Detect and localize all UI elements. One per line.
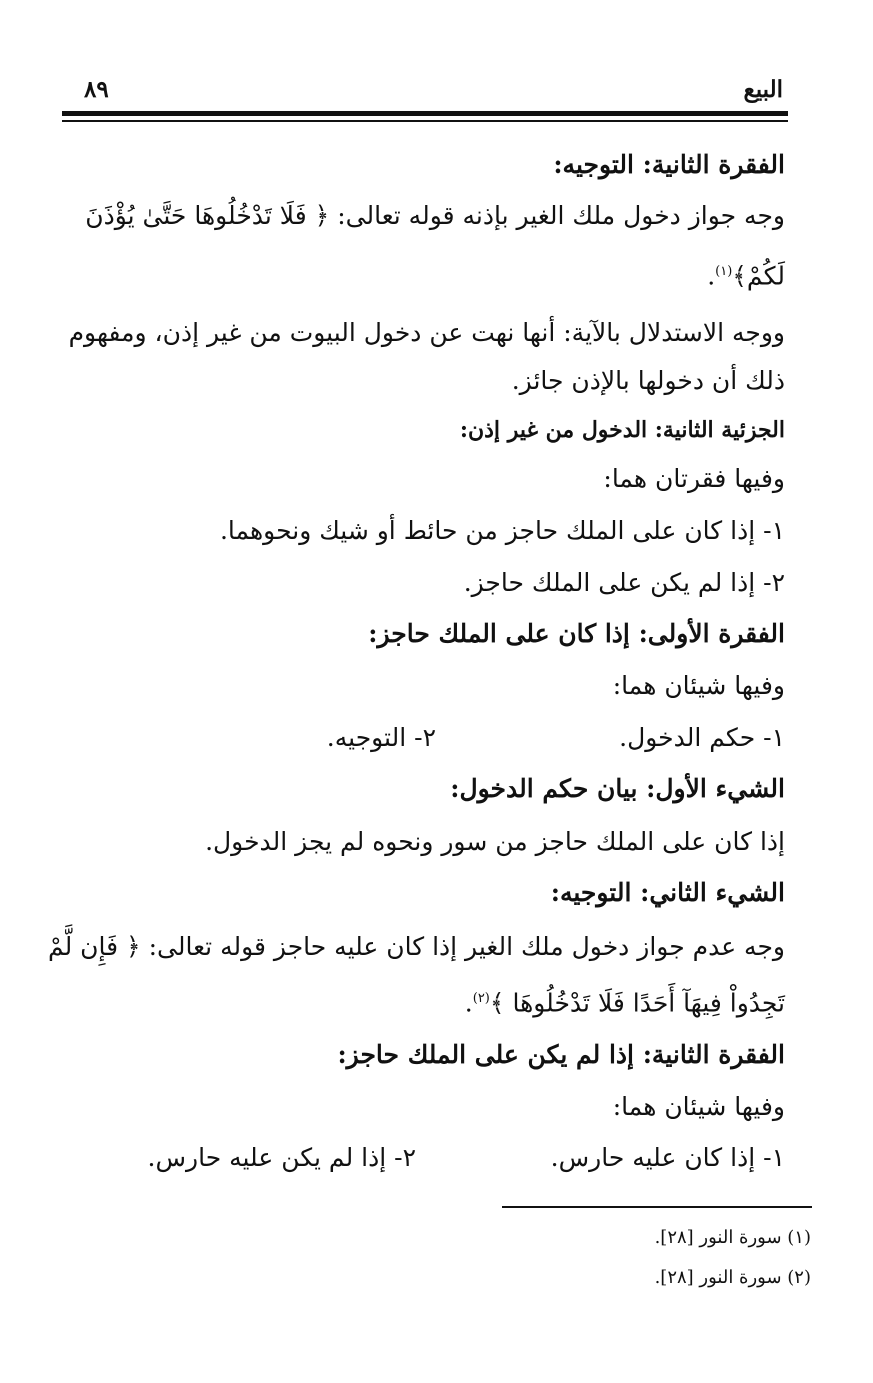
text-line: وفيها شيئان هما: (612, 671, 785, 700)
list-item: ١- إذا كان عليه حارس. (550, 1143, 785, 1172)
punctuation: . (707, 261, 716, 291)
text-line: وجه جواز دخول ملك الغير بإذنه قوله تعالى: ﴿ فَلَا تَدْخُلُوهَا حَتَّىٰ يُؤْذَنَ (85, 201, 785, 230)
footnote-separator (502, 1206, 812, 1208)
page-number: ٨٩ (84, 76, 109, 103)
subheading-first-thing: الشيء الأول: بيان حكم الدخول: (450, 774, 785, 803)
footnote: (٢) سورة النور [٢٨]. (654, 1267, 811, 1288)
subheading-second-paragraph-justification: الفقرة الثانية: التوجيه: (553, 150, 785, 179)
list-item: ١- إذا كان على الملك حاجز من حائط أو شيك ونحوهما. (219, 516, 785, 545)
header-rule-thick (62, 111, 788, 116)
text-line: ذلك أن دخولها بالإذن جائز. (511, 366, 785, 395)
text-line: إذا كان على الملك حاجز من سور ونحوه لم يجز الدخول. (205, 827, 785, 856)
footnote: (١) سورة النور [٢٨]. (654, 1227, 811, 1248)
list-item: ٢- التوجيه. (326, 723, 436, 752)
quran-verse-end: لَكُمْ﴾ (732, 261, 785, 291)
header-rule-thin (62, 120, 788, 122)
text-line: وفيها فقرتان هما: (603, 464, 785, 493)
footnote-ref: (٢) (472, 991, 490, 1006)
subheading-second-paragraph: الفقرة الثانية: إذا لم يكن على الملك حاجز: (337, 1040, 785, 1069)
list-item: ٢- إذا لم يكن عليه حارس. (147, 1143, 416, 1172)
text-line: وجه عدم جواز دخول ملك الغير إذا كان عليه حاجز قوله تعالى: ﴿ فَإِن لَّمْ (47, 932, 785, 961)
text-line: وفيها شيئان هما: (612, 1092, 785, 1121)
running-header-title: البيع (743, 76, 783, 103)
text-line (465, 982, 785, 1020)
quran-verse-end: تَجِدُواْ فِيهَآ أَحَدًا فَلَا تَدْخُلُوهَا ﴾ (489, 988, 785, 1018)
footnote-ref: (١) (715, 264, 733, 279)
list-item: ١- حكم الدخول. (619, 723, 785, 752)
punctuation: . (464, 988, 473, 1018)
text-line: ووجه الاستدلال بالآية: أنها نهت عن دخول البيوت من غير إذن، ومفهوم (68, 318, 785, 347)
text-line (707, 255, 785, 293)
subheading-second-thing: الشيء الثاني: التوجيه: (550, 878, 785, 907)
subheading-second-part: الجزئية الثانية: الدخول من غير إذن: (459, 417, 785, 443)
subheading-first-paragraph: الفقرة الأولى: إذا كان على الملك حاجز: (368, 619, 785, 648)
list-item: ٢- إذا لم يكن على الملك حاجز. (463, 568, 785, 597)
